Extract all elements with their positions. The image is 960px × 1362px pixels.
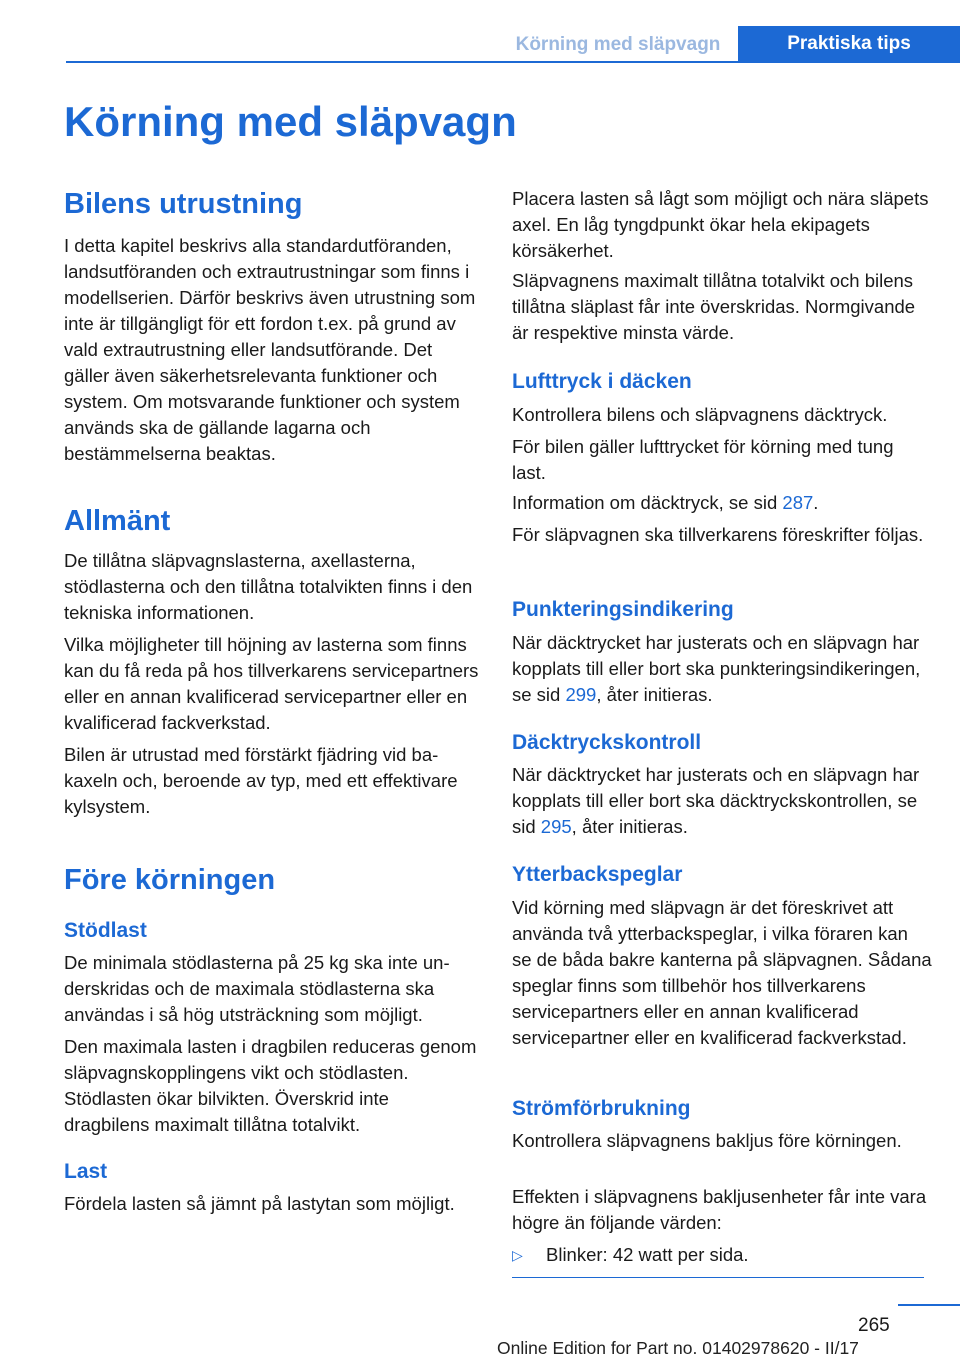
tyre-pressure-control-heading: Däcktryckskontroll [512, 731, 702, 754]
tyre-paragraph-3-end: . [813, 492, 819, 513]
bullet-divider [512, 1277, 924, 1278]
puncture-paragraph-end: , åter initieras. [596, 684, 713, 705]
power-paragraph-1: Kontrollera släpvagnens bakljus före körningen. [512, 1130, 902, 1151]
page-link-295[interactable]: 295 [540, 816, 572, 837]
pressure-paragraph-end: , åter initieras. [571, 816, 688, 837]
tyre-pressure-heading: Lufttryck i däcken [512, 370, 692, 393]
general-paragraph-3: Bilen är utrustad med förstärkt fjädring vid bakaxeln och, beroende av typ, med ett effektivare kylsystem. [64, 744, 458, 817]
pressure-paragraph-text: När däcktrycket har justerats och en släpvagn har kopplats till eller bort ska däcktryckskontrollen, se sid [512, 764, 920, 837]
page-title: Körning med släpvagn [64, 98, 517, 145]
equipment-heading: Bilens utrustning [64, 188, 303, 220]
tyre-paragraph-4: För släpvagnen ska tillverkarens föreskrifter följas. [512, 524, 924, 545]
puncture-indicator-heading: Punkteringsindikering [512, 598, 734, 621]
tyre-paragraph-2: För bilen gäller lufttrycket för körning med tung last. [512, 436, 894, 483]
before-driving-heading: Före körningen [64, 864, 276, 896]
list-item [512, 1242, 932, 1268]
support-load-paragraph-1: De minimala stödlasterna på 25 kg ska inte underskridas och de maximala stödlasterna ska användas i så hög utsträckning som möjligt. [64, 952, 450, 1025]
page-link-299[interactable]: 299 [565, 684, 597, 705]
edition-footer: Online Edition for Part no. 01402978620 - II/17 [497, 1338, 859, 1358]
load-paragraph-1: Fördela lasten så jämnt på lastytan som möjligt. [64, 1193, 455, 1214]
page-number: 265 [858, 1315, 890, 1336]
triangle-bullet-icon: ▷ [512, 1247, 523, 1263]
support-load-heading: Stödlast [64, 919, 147, 942]
pressure-paragraph [512, 762, 932, 840]
puncture-paragraph [512, 630, 932, 708]
page-link-287[interactable]: 287 [782, 492, 814, 513]
exterior-mirrors-heading: Ytterbackspeglar [512, 863, 683, 886]
puncture-paragraph-text: När däcktrycket har justerats och en släpvagn har kopplats till eller bort ska punkteringsindikeringen, se sid [512, 632, 921, 705]
header-section-title: Körning med släpvagn [515, 34, 721, 55]
general-heading: Allmänt [64, 505, 171, 537]
footer-rule [898, 1304, 960, 1306]
load-heading: Last [64, 1160, 108, 1183]
equipment-text: I detta kapitel beskrivs alla standardutföranden, landsutföranden och extrautrustningar som finns i modellserien. Därför beskrivs även utrustning som inte är tillgängligt för ett fordon t.ex. på grund av vald extrautrustning eller landsutförande. Det gäller även säkerhetsrelevanta funktioner och system. Om motsvarande funktioner och system används ska de gällande lagarna och bestämmelserna beaktas. [64, 235, 476, 464]
load-paragraph-2: Placera lasten så lågt som möjligt och nära släpets axel. En låg tyngdpunkt ökar hela ekipagets körsäkerhet. [512, 188, 929, 261]
general-paragraph-1: De tillåtna släpvagnslasterna, axellasterna, stödlasterna och den tillåtna totalvikten finns i den tekniska informationen. [64, 550, 473, 623]
bullet-text: Blinker: 42 watt per sida. [546, 1244, 749, 1265]
power-paragraph-2: Effekten i släpvagnens bakljusenheter får inte vara högre än följande värden: [512, 1186, 927, 1233]
load-paragraph-3: Släpvagnens maximalt tillåtna totalvikt och bilens tillåtna släplast får inte överskridas. Normgivande är respektive minsta värde. [512, 270, 916, 343]
general-paragraph-2: Vilka möjligheter till höjning av lasterna som finns kan du få reda på hos tillverkarens servicepartners eller en annan kvalificerad servicepartner eller en kvalificerad fackverkstad. [64, 634, 479, 733]
power-consumption-heading: Strömförbrukning [512, 1097, 691, 1120]
mirrors-paragraph: Vid körning med släpvagn är det föreskrivet att använda två ytterbackspeglar, i vilka föraren kan se de båda bakre kanterna på släpvagnen. Sådana speglar finns som tillbehör hos tillverkarens servicepartners eller en annan kvalificerad servicepartner eller en kvalificerad fackverkstad. [512, 897, 932, 1048]
bullet-list [512, 1242, 932, 1278]
tyre-paragraph-3 [512, 490, 932, 516]
support-load-paragraph-2: Den maximala lasten i dragbilen reduceras genom släpvagnskopplingens vikt och stödlasten. Stödlasten ökar bilvikten. Överskrid inte dragbilens maximalt tillåtna totalvikt. [64, 1036, 477, 1135]
tyre-paragraph-1: Kontrollera bilens och släpvagnens däcktryck. [512, 404, 888, 425]
tyre-paragraph-3-text: Information om däcktryck, se sid [512, 492, 783, 513]
header-chapter-tab[interactable]: Praktiska tips [738, 26, 960, 62]
